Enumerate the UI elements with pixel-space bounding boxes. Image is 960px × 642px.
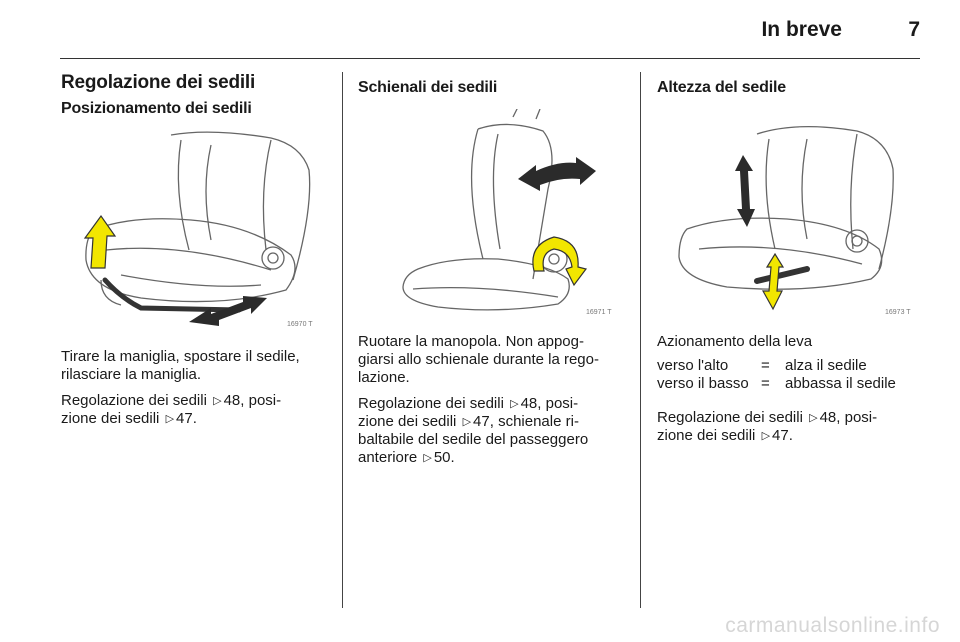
section-title: Regolazione dei sedili [61, 72, 256, 93]
arrow-reference-icon: ▷ [809, 412, 818, 424]
definition-row: verso l'alto = alza il sedile [657, 357, 867, 374]
arrow-reference-icon: ▷ [213, 395, 222, 407]
column-divider [640, 72, 641, 608]
seat-height-figure [657, 109, 921, 319]
arrow-reference-icon: ▷ [423, 452, 432, 464]
reference-text: Regolazione dei sedili ▷ 48, posi- zione dei sedili ▷ 47. [657, 409, 878, 444]
figure-code: 16971 T [586, 309, 612, 316]
column-backrest [358, 72, 626, 467]
instruction-text: Ruotare la manopola. Non appog- giarsi allo schienale durante la rego- lazione. [358, 333, 599, 386]
watermark: carmanualsonline.info [725, 614, 940, 637]
arrow-reference-icon: ▷ [510, 398, 519, 410]
instruction-text: Tirare la maniglia, spostare il sedile, rilasciare la maniglia. [61, 348, 300, 383]
seat-fore-aft-figure [61, 130, 323, 332]
header-rule [60, 58, 920, 59]
arrow-reference-icon: ▷ [761, 430, 771, 442]
instruction-text: Azionamento della leva [657, 333, 813, 350]
column-seat-height [657, 72, 925, 445]
lever-definition-table [657, 357, 896, 393]
column-divider [342, 72, 343, 608]
up-down-arrow-icon [735, 155, 755, 227]
section-subtitle: Altezza del sedile [657, 79, 786, 96]
reference-text: Regolazione dei sedili ▷ 48, posi- zione dei sedili ▷ 47. [61, 392, 282, 427]
header-title: In breve [761, 18, 842, 41]
backrest-recline-figure [358, 109, 622, 319]
arrow-reference-icon: ▷ [165, 413, 175, 425]
definition-row: verso il basso = abbassa il sedile [657, 375, 896, 392]
recline-arrow-icon [518, 157, 596, 191]
column-seat-position [61, 72, 329, 428]
page-header [0, 0, 960, 62]
arrow-reference-icon: ▷ [462, 416, 472, 428]
rotate-knob-arrow-icon [533, 237, 586, 285]
figure-code: 16973 T [885, 309, 911, 316]
section-subtitle: Schienali dei sedili [358, 79, 498, 96]
section-subtitle: Posizionamento dei sedili [61, 100, 252, 117]
figure-code: 16970 T [287, 321, 313, 328]
reference-text: Regolazione dei sedili ▷ 48, posi- zione dei sedili ▷ 47, schienale ri- baltabile del sedile del passeggero anteriore ▷ 50. [358, 395, 589, 466]
page-number: 7 [908, 18, 920, 41]
